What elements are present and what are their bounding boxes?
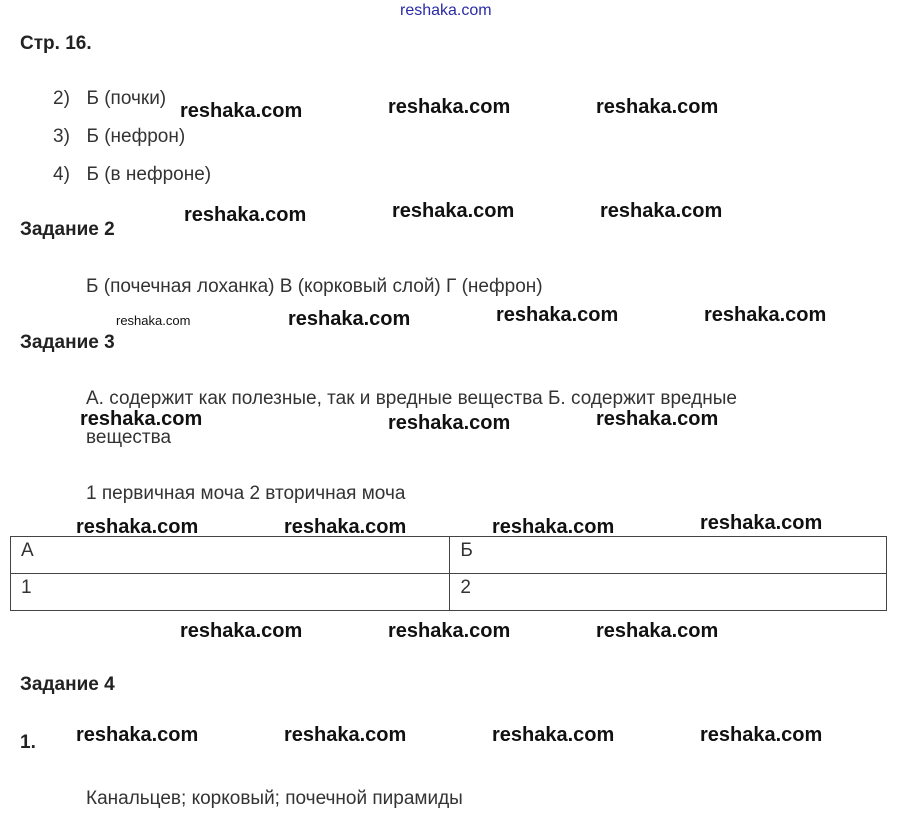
list-item-text: Б (нефрон) <box>86 126 186 147</box>
watermark: reshaka.com <box>80 408 203 430</box>
list-item <box>53 126 185 148</box>
task4-item-number: 1. <box>20 732 36 753</box>
list-item-number: 4) <box>53 164 70 185</box>
watermark: reshaka.com <box>492 724 615 746</box>
list-item-text: Б (в нефроне) <box>86 164 212 185</box>
task3-heading: Задание 3 <box>20 332 115 353</box>
list-item <box>53 88 166 110</box>
task4-answer: Канальцев; корковый; почечной пирамиды <box>86 788 463 809</box>
task2-answer: Б (почечная лоханка) В (корковый слой) Г (нефрон) <box>86 276 543 297</box>
task3-answer-line1: А. содержит как полезные, так и вредные вещества Б. содержит вредные <box>86 388 737 409</box>
table-cell: 1 <box>11 574 450 611</box>
watermark: reshaka.com <box>76 516 199 538</box>
watermark: reshaka.com <box>596 408 719 430</box>
top-watermark: reshaka.com <box>400 2 492 19</box>
watermark: reshaka.com <box>392 200 515 222</box>
watermark: reshaka.com <box>492 516 615 538</box>
watermark: reshaka.com <box>288 308 411 330</box>
task3-answer-line2: вещества <box>86 427 172 448</box>
watermark: reshaka.com <box>596 620 719 642</box>
list-item-text: Б (почки) <box>86 88 167 109</box>
watermark: reshaka.com <box>704 304 827 326</box>
watermark: reshaka.com <box>388 96 511 118</box>
watermark: reshaka.com <box>388 620 511 642</box>
table-cell: 2 <box>450 574 887 611</box>
watermark-small: reshaka.com <box>116 313 191 328</box>
page-title: Стр. 16. <box>20 33 92 54</box>
list-item <box>53 164 211 186</box>
watermark: reshaka.com <box>284 724 407 746</box>
watermark: reshaka.com <box>600 200 723 222</box>
table-row <box>11 537 887 574</box>
watermark: reshaka.com <box>284 516 407 538</box>
table-cell: Б <box>450 537 887 574</box>
watermark: reshaka.com <box>184 204 307 226</box>
watermark: reshaka.com <box>496 304 619 326</box>
watermark: reshaka.com <box>180 100 303 122</box>
watermark: reshaka.com <box>76 724 199 746</box>
table-row <box>11 574 887 611</box>
task3-answer2: 1 первичная моча 2 вторичная моча <box>86 483 406 504</box>
list-item-number: 3) <box>53 126 70 147</box>
watermark: reshaka.com <box>180 620 303 642</box>
table-cell: А <box>11 537 450 574</box>
watermark: reshaka.com <box>388 412 511 434</box>
list-item-number: 2) <box>53 88 70 109</box>
watermark: reshaka.com <box>700 512 823 534</box>
watermark: reshaka.com <box>700 724 823 746</box>
watermark: reshaka.com <box>596 96 719 118</box>
task4-heading: Задание 4 <box>20 674 115 695</box>
answer-table <box>10 536 887 611</box>
task2-heading: Задание 2 <box>20 219 115 240</box>
